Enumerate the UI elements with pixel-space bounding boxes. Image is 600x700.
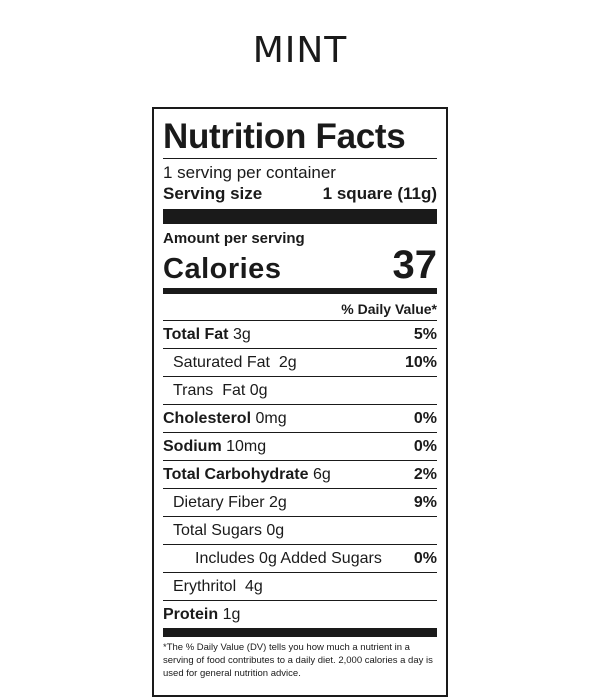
servings-per-container: 1 serving per container [163, 163, 336, 182]
nutrient-dv: 0% [413, 549, 437, 567]
nutrient-name: Total Fat [163, 325, 229, 343]
nutrient-name: Saturated Fat [173, 353, 270, 371]
nutrient-name: Sodium [163, 437, 222, 455]
nutrient-amount: 1g [222, 605, 241, 623]
nutrient-row-total-carbohydrate [163, 460, 437, 488]
daily-value-header: % Daily Value* [341, 301, 437, 317]
nutrient-dv: 0% [413, 409, 437, 427]
nutrient-dv: 10% [404, 353, 437, 371]
nutrient-amount: 2g [278, 353, 297, 371]
divider-hairline [163, 158, 437, 159]
nutrient-row-trans-fat [163, 376, 437, 404]
nutrient-dv: 5% [413, 325, 437, 343]
nutrition-facts-label [152, 107, 448, 697]
divider-thick-bottom [163, 628, 437, 637]
nutrient-row-erythritol [163, 572, 437, 600]
nutrient-name: Includes [195, 549, 255, 567]
nutrient-row-sodium [163, 432, 437, 460]
nutrient-name: Protein [163, 605, 219, 623]
nutrient-row-added-sugars [163, 544, 437, 572]
nutrient-amount: 3g [232, 325, 251, 343]
nutrient-name: Trans [173, 381, 214, 399]
nutrient-dv: 0% [413, 437, 437, 455]
nutrient-amount: Fat 0g [222, 381, 268, 399]
nutrient-row-cholesterol [163, 404, 437, 432]
nutrient-amount: 0mg [255, 409, 287, 427]
nutrient-amount: 0g Added Sugars [259, 549, 382, 567]
divider-thick [163, 209, 437, 224]
nutrient-row-dietary-fiber [163, 488, 437, 516]
calories-value: 37 [392, 243, 437, 287]
nutrient-name: Erythritol [173, 577, 237, 595]
serving-size-row [163, 183, 437, 205]
nutrient-row-saturated-fat [163, 348, 437, 376]
nutrient-dv: 2% [413, 465, 437, 483]
nutrient-name: Dietary Fiber [173, 493, 265, 511]
serving-size-label: Serving size [163, 184, 263, 203]
amount-per-serving: Amount per serving [163, 230, 305, 247]
nutrient-amount: 2g [269, 493, 287, 511]
nutrient-name: Cholesterol [163, 409, 252, 427]
nutrient-amount: 4g [245, 577, 263, 595]
flavor-title: MINT [252, 30, 348, 71]
nutrient-amount: 10mg [226, 437, 267, 455]
nutrient-row-protein [163, 600, 437, 628]
nutrient-amount: 0g [266, 521, 285, 539]
nutrient-amount: 6g [312, 465, 331, 483]
nutrient-row-total-fat [163, 320, 437, 348]
calories-row [163, 243, 437, 287]
nutrient-dv: 9% [413, 493, 437, 511]
label-title: Nutrition Facts [163, 117, 406, 156]
nutrient-row-total-sugars [163, 516, 437, 544]
nutrient-name: Total Sugars [173, 521, 262, 539]
daily-value-footnote: *The % Daily Value (DV) tells you how much a nutrient in a serving of food contributes to a daily diet. 2,000 calories a day is used for general nutrition advice. [163, 642, 433, 679]
calories-label: Calories [163, 253, 282, 285]
nutrient-name: Total Carbohydrate [163, 465, 309, 483]
serving-size-value: 1 square (11g) [322, 184, 437, 203]
